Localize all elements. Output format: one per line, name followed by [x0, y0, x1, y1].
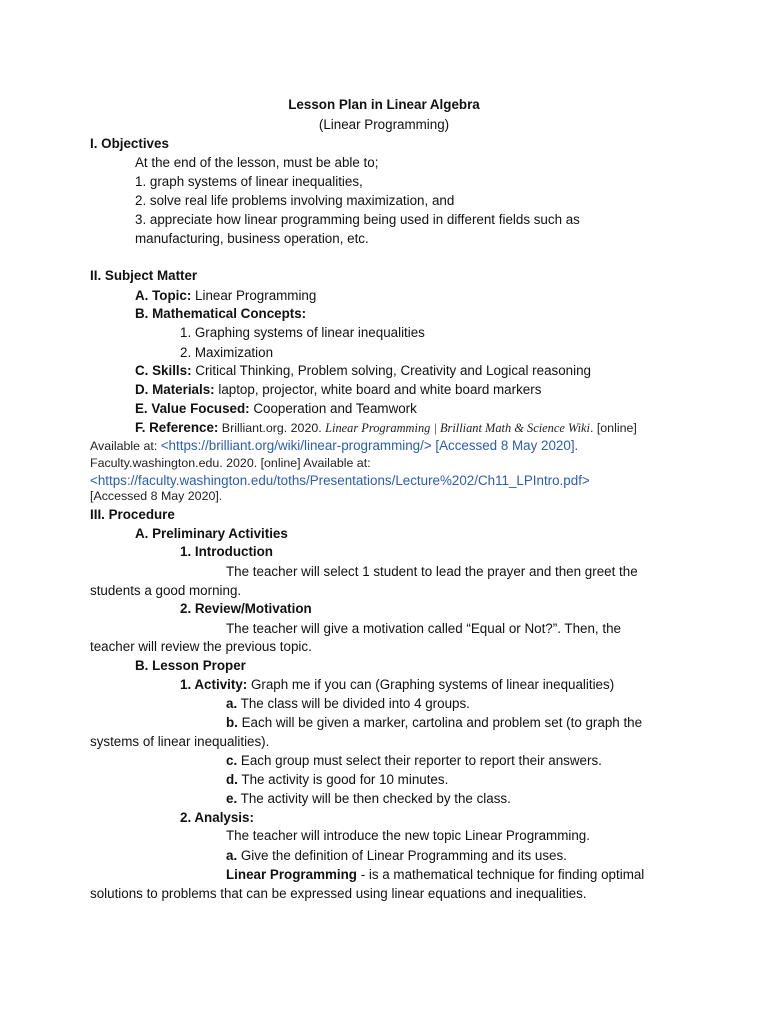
activity-step-e: e. The activity will be then checked by the class.: [226, 791, 511, 806]
activity-line: 1. Activity: Graph me if you can (Graphing systems of linear inequalities): [180, 677, 615, 692]
introduction-text-continued: students a good morning.: [90, 583, 242, 598]
preliminary-activities-heading: A. Preliminary Activities: [135, 526, 288, 541]
reference-link-brilliant[interactable]: <https://brilliant.org/wiki/linear-programming/> [Accessed 8 May 2020].: [160, 438, 579, 453]
analysis-heading: 2. Analysis:: [180, 810, 254, 825]
reference-2-text: Faculty.washington.edu. 2020. [online] Available at:: [90, 456, 371, 470]
topic-line: A. Topic: Linear Programming: [135, 288, 317, 303]
activity-step-c: c. Each group must select their reporter to report their answers.: [226, 753, 602, 768]
introduction-heading: 1. Introduction: [180, 544, 273, 559]
objectives-heading: I. Objectives: [90, 136, 169, 151]
skills-line: C. Skills: Critical Thinking, Problem solving, Creativity and Logical reasoning: [135, 363, 591, 378]
objective-item: 1. graph systems of linear inequalities,: [135, 174, 363, 189]
lesson-proper-heading: B. Lesson Proper: [135, 658, 246, 673]
activity-step-b: b. Each will be given a marker, cartolina and problem set (to graph the: [226, 715, 643, 730]
objective-item: 2. solve real life problems involving maximization, and: [135, 193, 455, 208]
introduction-text: The teacher will select 1 student to lead the prayer and then greet the: [226, 564, 638, 579]
review-text-continued: teacher will review the previous topic.: [90, 639, 312, 654]
subject-matter-heading: II. Subject Matter: [90, 268, 198, 283]
objective-item: 3. appreciate how linear programming being used in different fields such as: [135, 212, 580, 227]
procedure-heading: III. Procedure: [90, 507, 175, 522]
reference-availability: Available at: <https://brilliant.org/wiki/linear-programming/> [Accessed 8 May 2020].: [90, 438, 579, 453]
analysis-step-a: a. Give the definition of Linear Programming and its uses.: [226, 848, 567, 863]
linear-programming-definition-continued: solutions to problems that can be expressed using linear equations and inequalities.: [90, 886, 587, 901]
review-text: The teacher will give a motivation called “Equal or Not?”. Then, the: [226, 621, 621, 636]
concept-item: 2. Maximization: [180, 345, 274, 360]
concepts-label: B. Mathematical Concepts:: [135, 306, 307, 321]
reference-line: F. Reference: Brilliant.org. 2020. Linear Programming | Brilliant Math & Science Wiki. [online]: [135, 420, 637, 435]
materials-line: D. Materials: laptop, projector, white board and white board markers: [135, 382, 542, 397]
objectives-intro: At the end of the lesson, must be able to;: [135, 155, 379, 170]
reference-2-accessed: [Accessed 8 May 2020].: [90, 489, 223, 503]
value-focused-line: E. Value Focused: Cooperation and Teamwork: [135, 401, 417, 416]
review-motivation-heading: 2. Review/Motivation: [180, 601, 312, 616]
reference-link-washington[interactable]: <https://faculty.washington.edu/toths/Presentations/Lecture%202/Ch11_LPIntro.pdf>: [90, 473, 590, 488]
activity-step-d: d. The activity is good for 10 minutes.: [226, 772, 449, 787]
activity-step-a: a. The class will be divided into 4 groups.: [226, 696, 470, 711]
document-subtitle: (Linear Programming): [318, 117, 450, 132]
concept-item: 1. Graphing systems of linear inequalities: [180, 325, 425, 340]
document-title: Lesson Plan in Linear Algebra: [288, 97, 480, 112]
activity-step-b-continued: systems of linear inequalities).: [90, 734, 270, 749]
analysis-text: The teacher will introduce the new topic Linear Programming.: [226, 828, 590, 843]
linear-programming-definition: Linear Programming - is a mathematical technique for finding optimal: [226, 867, 645, 882]
objective-item-continued: manufacturing, business operation, etc.: [135, 231, 369, 246]
